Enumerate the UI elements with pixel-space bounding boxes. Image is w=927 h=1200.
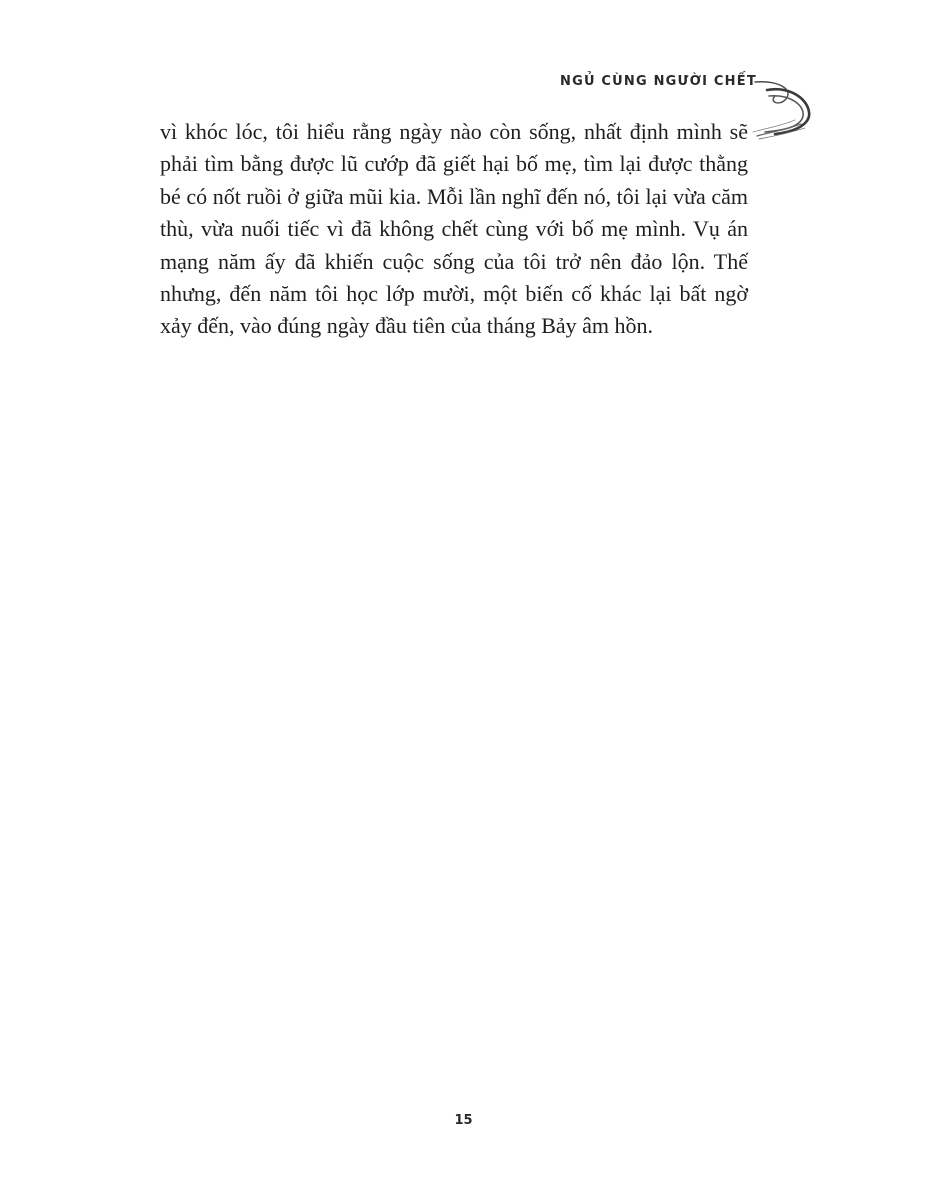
body-paragraph: vì khóc lóc, tôi hiểu rằng ngày nào còn sống, nhất định mình sẽ phải tìm bằng được lũ cướp đã giết hại bố mẹ, tìm lại được thằng bé có nốt ruồi ở giữa mũi kia. Mỗi lần nghĩ đến nó, tôi lại vừa căm thù, vừa nuối tiếc vì đã không chết cùng với bố mẹ mình. Vụ án mạng năm ấy đã khiến cuộc sống của tôi trở nên đảo lộn. Thế nhưng, đến năm tôi học lớp mười, một biến cố khác lại bất ngờ xảy đến, vào đúng ngày đầu tiên của tháng Bảy âm hồn.	[160, 119, 748, 339]
page-number: 15	[454, 1113, 473, 1128]
running-header	[560, 66, 760, 96]
ink-swirl-icon	[745, 76, 815, 146]
running-title: NGỦ CÙNG NGƯỜI CHẾT	[560, 73, 757, 89]
